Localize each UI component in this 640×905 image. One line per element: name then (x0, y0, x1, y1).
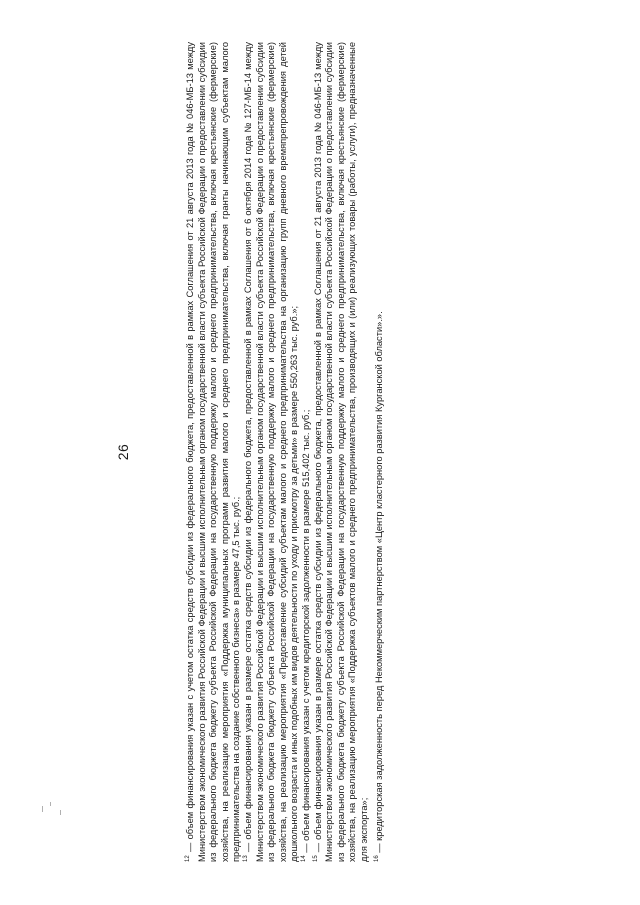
rotated-content (115, 42, 455, 862)
footnote-text: — объем финансирования указан в размере остатка средств субсидии из федерального бюджета, предоставленной в рамках Соглашения от 6 октября 2014 года № 127-МБ-14 между Министерством экономического развития Российской Федерации и высшим исполнительным органом государственной власти субъекта Российской Федерации о предоставлении субсидии из федерального бюджета бюджету субъекта Российской Федерации на государственную поддержку малого и среднего предпринимательства, включая крестьянские (фермерские) хозяйства, на реализацию мероприятия «Предоставление субсидий субъектам малого и среднего предпринимательства на организацию групп дневного времяпрепровождения детей дошкольного возраста и иных подобных им видов деятельности по уходу и присмотру за детьми» в размере 550,263 тыс. руб.»; (242, 42, 300, 862)
footnote-13 (243, 42, 301, 862)
footnote-text: — объем финансирования указан с учетом кредиторской задолженности в размере 515,402 тыс. руб.; (300, 409, 311, 853)
footnote-mark: 14 (300, 855, 307, 862)
footnotes-block (185, 42, 385, 862)
footnote-12 (185, 42, 243, 862)
footnote-text: — объем финансирования указан в размере остатка средств субсидии из федерального бюджета, предоставленной в рамках Соглашения от 21 августа 2013 года № 046-МБ-13 между Министерством экономического развития Российской Федерации и высшим исполнительным органом государственной власти субъекта Российской Федерации о предоставлении субсидии из федерального бюджета бюджету субъекта Российской Федерации на государственную поддержку малого и среднего предпринимательства, включая крестьянские (фермерские) хозяйства, на реализацию мероприятия «Поддержка субъектов малого и среднего предпринимательства, производящих и (или) реализующих товары (работы, услуги), предназначенные для экспорта»; (312, 42, 369, 862)
footnote-15 (313, 42, 371, 862)
footnote-16 (374, 42, 386, 862)
footnote-mark: 12 (185, 855, 191, 862)
footnote-mark: 15 (312, 855, 319, 862)
page-number: 26 (115, 443, 131, 461)
footnote-mark: 13 (242, 855, 249, 862)
footnote-mark: 16 (373, 855, 380, 862)
footnote-text: — объем финансирования указан с учетом остатка средств субсидии из федерального бюджета, предоставленной в рамках Соглашения от 21 августа 2013 года № 046-МБ-13 между Министерством экономического развития Российской Федерации и высшим исполнительным органом государственной власти субъекта Российской Федерации о предоставлении субсидии из федерального бюджета бюджету субъекта Российской Федерации на государственную поддержку малого и среднего предпринимательства, включая крестьянские (фермерские) хозяйства, на реализацию мероприятия «Поддержка муниципальных программ развития малого и среднего предпринимательства, включая гранты начинающим субъектам малого предпринимательства на создание собственного бизнеса» в размере 47,5 тыс. руб.; (185, 42, 242, 862)
footnote-text: — кредиторская задолженность перед Некоммерческим партнерством «Центр кластерного развития Курганской области».». (373, 311, 384, 853)
scan-artifact (38, 800, 78, 830)
footnote-14 (301, 42, 313, 862)
